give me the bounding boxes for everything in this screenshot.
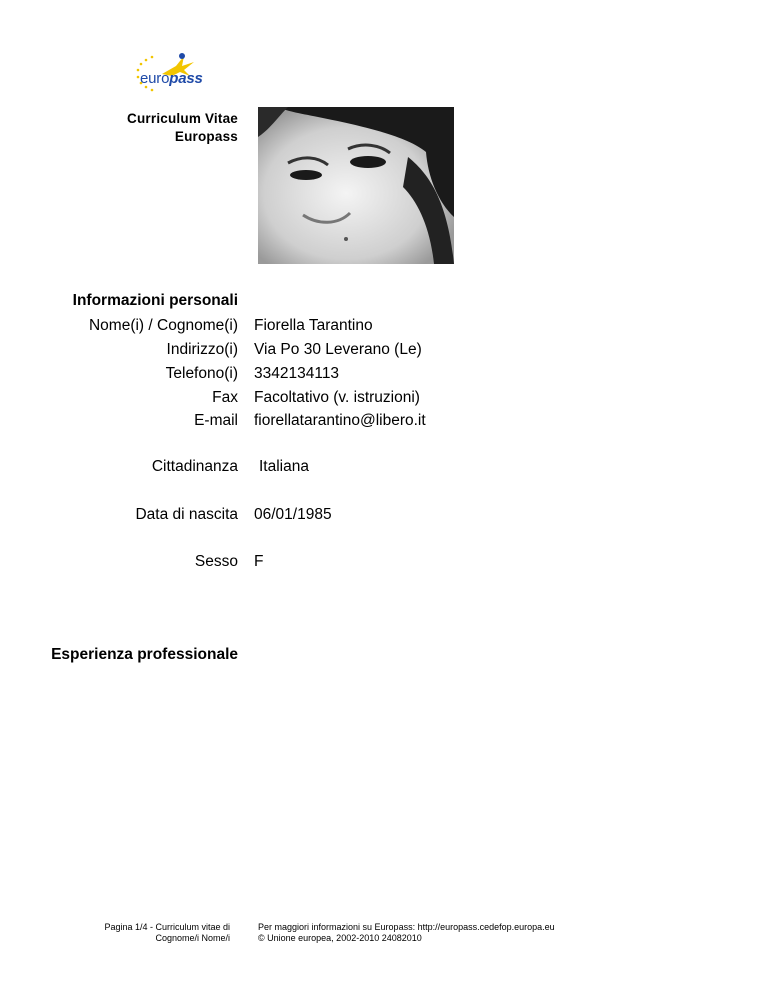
fax-label: Fax — [212, 389, 238, 406]
profile-photo — [258, 107, 454, 264]
email-label: E-mail — [194, 412, 238, 429]
footer-page-line1: Pagina 1/4 - Curriculum vitae di — [104, 922, 230, 932]
name-value: Fiorella Tarantino — [254, 317, 373, 334]
personal-info-heading: Informazioni personali — [72, 292, 238, 309]
footer-info-line2: © Unione europea, 2002-2010 24082010 — [258, 933, 422, 943]
cv-title-line1: Curriculum Vitae — [127, 111, 238, 126]
citizenship-value: Italiana — [259, 458, 309, 475]
sex-value: F — [254, 553, 264, 570]
footer-page-line2: Cognome/i Nome/i — [155, 933, 230, 943]
fax-value: Facoltativo (v. istruzioni) — [254, 389, 420, 406]
sex-label: Sesso — [194, 553, 238, 570]
experience-heading: Esperienza professionale — [51, 646, 238, 663]
email-value: fiorellatarantino@libero.it — [254, 412, 426, 429]
phone-label: Telefono(i) — [165, 365, 238, 382]
cv-title-line2: Europass — [174, 129, 238, 144]
footer-europass-info — [258, 922, 555, 944]
name-label: Nome(i) / Cognome(i) — [88, 317, 238, 334]
europass-logo — [132, 52, 222, 96]
birthdate-value: 06/01/1985 — [254, 506, 332, 523]
birthdate-label: Data di nascita — [135, 506, 238, 523]
citizenship-label: Cittadinanza — [151, 458, 238, 475]
phone-value: 3342134113 — [254, 365, 340, 382]
footer-info-line1: Per maggiori informazioni su Europass: http://europass.cedefop.europa.eu — [258, 922, 555, 932]
address-label: Indirizzo(i) — [166, 341, 238, 358]
address-value: Via Po 30 Leverano (Le) — [254, 341, 422, 358]
cv-title — [127, 110, 238, 146]
footer-page-info — [104, 922, 230, 944]
europass-wordmark: europass — [140, 70, 203, 87]
